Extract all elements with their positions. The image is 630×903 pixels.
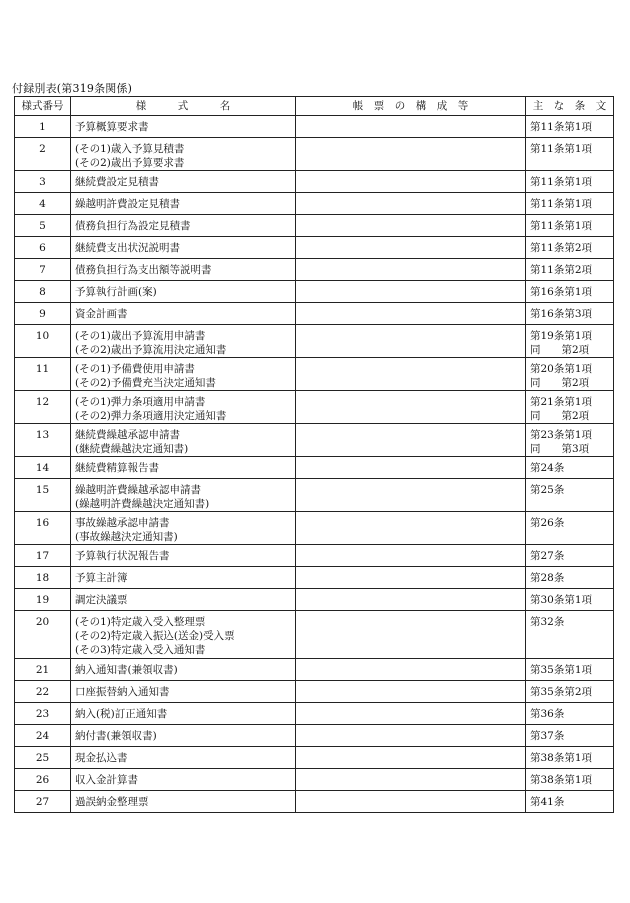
article-line: 第19条第1項 <box>530 330 593 342</box>
form-number-cell: 23 <box>15 703 71 725</box>
header-composition: 帳 票 の 構 成 等 <box>296 97 526 116</box>
article-cell <box>526 545 614 567</box>
table-row <box>15 611 614 659</box>
table-row <box>15 171 614 193</box>
table-row <box>15 791 614 813</box>
article-cell <box>526 237 614 259</box>
form-name-line: (その1)歳入予算見積書 <box>75 143 185 155</box>
form-name-line: 口座振替納入通知書 <box>75 686 170 698</box>
article-line: 第35条第2項 <box>530 686 593 698</box>
article-line: 第21条第1項 <box>530 396 593 408</box>
form-name-line: 継続費繰越承認申請書 <box>75 429 180 441</box>
article-cell <box>526 725 614 747</box>
table-row <box>15 681 614 703</box>
form-name-line: (その2)特定歳入振込(送金)受入票 <box>75 630 235 642</box>
article-cell <box>526 171 614 193</box>
form-name-line: (繰越明許費繰越決定通知書) <box>75 498 210 510</box>
form-name-cell <box>71 545 296 567</box>
form-name-line: 予算主計簿 <box>75 572 128 584</box>
table-row <box>15 358 614 391</box>
composition-cell <box>296 303 526 325</box>
page-caption: 付録別表(第319条関係) <box>12 82 133 95</box>
article-line: 第27条 <box>530 550 565 562</box>
article-cell <box>526 589 614 611</box>
article-cell <box>526 479 614 512</box>
composition-cell <box>296 358 526 391</box>
article-cell <box>526 567 614 589</box>
composition-cell <box>296 457 526 479</box>
article-line: 第35条第1項 <box>530 664 593 676</box>
table-row <box>15 116 614 138</box>
composition-cell <box>296 193 526 215</box>
form-name-cell <box>71 281 296 303</box>
form-name-line: 調定決議票 <box>75 594 128 606</box>
table-row <box>15 725 614 747</box>
form-name-line: 事故繰越承認申請書 <box>75 517 170 529</box>
form-name-cell <box>71 725 296 747</box>
form-name-cell <box>71 512 296 545</box>
article-cell <box>526 791 614 813</box>
form-name-line: 現金払込書 <box>75 752 128 764</box>
composition-cell <box>296 171 526 193</box>
form-number-cell: 13 <box>15 424 71 457</box>
article-line: 第25条 <box>530 484 565 496</box>
article-line: 同 第3項 <box>530 443 590 455</box>
composition-cell <box>296 681 526 703</box>
form-name-cell <box>71 215 296 237</box>
composition-cell <box>296 791 526 813</box>
form-number-cell: 5 <box>15 215 71 237</box>
composition-cell <box>296 281 526 303</box>
article-cell <box>526 681 614 703</box>
table-row <box>15 138 614 171</box>
composition-cell <box>296 769 526 791</box>
article-line: 第41条 <box>530 796 565 808</box>
article-cell <box>526 747 614 769</box>
table-row <box>15 747 614 769</box>
form-name-cell <box>71 681 296 703</box>
article-line: 第11条第1項 <box>530 176 593 188</box>
form-name-cell <box>71 747 296 769</box>
article-line: 第24条 <box>530 462 565 474</box>
article-line: 第28条 <box>530 572 565 584</box>
form-name-cell <box>71 457 296 479</box>
article-line: 第36条 <box>530 708 565 720</box>
form-name-line: (その1)歳出予算流用申請書 <box>75 330 206 342</box>
form-name-line: (その1)予備費使用申請書 <box>75 363 195 375</box>
form-name-line: 資金計画書 <box>75 308 128 320</box>
form-name-line: 継続費精算報告書 <box>75 462 159 474</box>
article-cell <box>526 424 614 457</box>
article-line: 第11条第2項 <box>530 242 593 254</box>
form-name-line: 繰越明許費繰越承認申請書 <box>75 484 201 496</box>
article-cell <box>526 281 614 303</box>
form-number-cell: 10 <box>15 325 71 358</box>
table-row <box>15 237 614 259</box>
form-name-line: 納付書(兼領収書) <box>75 730 157 742</box>
table-body <box>15 116 614 813</box>
form-name-line: (その2)歳出予算要求書 <box>75 157 185 169</box>
article-cell <box>526 703 614 725</box>
form-name-line: 予算概算要求書 <box>75 121 149 133</box>
article-cell <box>526 325 614 358</box>
header-articles: 主 な 条 文 <box>526 97 614 116</box>
form-name-line: 継続費支出状況説明書 <box>75 242 180 254</box>
table-row <box>15 545 614 567</box>
form-number-cell: 4 <box>15 193 71 215</box>
form-name-line: (その3)特定歳入受入通知書 <box>75 644 206 656</box>
table-row <box>15 281 614 303</box>
form-number-cell: 7 <box>15 259 71 281</box>
form-number-cell: 21 <box>15 659 71 681</box>
article-line: 同 第2項 <box>530 377 590 389</box>
form-name-line: 継続費設定見積書 <box>75 176 159 188</box>
form-name-line: 収入金計算書 <box>75 774 138 786</box>
composition-cell <box>296 237 526 259</box>
form-number-cell: 9 <box>15 303 71 325</box>
form-name-cell <box>71 769 296 791</box>
article-line: 第16条第3項 <box>530 308 593 320</box>
table-row <box>15 193 614 215</box>
form-name-line: (継続費繰越決定通知書) <box>75 443 189 455</box>
form-number-cell: 14 <box>15 457 71 479</box>
composition-cell <box>296 215 526 237</box>
article-cell <box>526 138 614 171</box>
form-name-cell <box>71 358 296 391</box>
article-cell <box>526 303 614 325</box>
form-number-cell: 11 <box>15 358 71 391</box>
article-line: 第16条第1項 <box>530 286 593 298</box>
form-name-cell <box>71 391 296 424</box>
form-name-cell <box>71 659 296 681</box>
composition-cell <box>296 479 526 512</box>
form-name-cell <box>71 237 296 259</box>
form-name-cell <box>71 303 296 325</box>
article-line: 第11条第1項 <box>530 143 593 155</box>
form-name-cell <box>71 611 296 659</box>
article-line: 第26条 <box>530 517 565 529</box>
article-cell <box>526 769 614 791</box>
composition-cell <box>296 116 526 138</box>
form-name-line: (その1)特定歳入受入整理票 <box>75 616 206 628</box>
form-number-cell: 19 <box>15 589 71 611</box>
article-line: 第11条第1項 <box>530 198 593 210</box>
article-line: 第38条第1項 <box>530 752 593 764</box>
form-number-cell: 8 <box>15 281 71 303</box>
composition-cell <box>296 512 526 545</box>
article-cell <box>526 259 614 281</box>
form-name-cell <box>71 259 296 281</box>
form-number-cell: 26 <box>15 769 71 791</box>
composition-cell <box>296 567 526 589</box>
article-line: 同 第2項 <box>530 344 590 356</box>
table-row <box>15 567 614 589</box>
table-row <box>15 215 614 237</box>
table-row <box>15 659 614 681</box>
form-name-line: (その2)予備費充当決定通知書 <box>75 377 216 389</box>
article-cell <box>526 116 614 138</box>
form-number-cell: 17 <box>15 545 71 567</box>
table-header-row <box>15 97 614 116</box>
form-number-cell: 27 <box>15 791 71 813</box>
table-row <box>15 512 614 545</box>
article-line: 第32条 <box>530 616 565 628</box>
form-name-cell <box>71 193 296 215</box>
article-line: 同 第2項 <box>530 410 590 422</box>
article-line: 第11条第1項 <box>530 220 593 232</box>
form-name-line: 債務負担行為設定見積書 <box>75 220 191 232</box>
article-cell <box>526 193 614 215</box>
form-number-cell: 15 <box>15 479 71 512</box>
article-cell <box>526 659 614 681</box>
article-cell <box>526 512 614 545</box>
form-name-line: 予算執行計画(案) <box>75 286 157 298</box>
form-name-line: (その1)弾力条項適用申請書 <box>75 396 206 408</box>
form-name-cell <box>71 479 296 512</box>
composition-cell <box>296 138 526 171</box>
composition-cell <box>296 424 526 457</box>
form-name-cell <box>71 791 296 813</box>
form-name-cell <box>71 138 296 171</box>
table-row <box>15 259 614 281</box>
form-name-line: (事故繰越決定通知書) <box>75 531 178 543</box>
form-name-cell <box>71 703 296 725</box>
form-name-line: (その2)弾力条項適用決定通知書 <box>75 410 227 422</box>
article-cell <box>526 391 614 424</box>
article-line: 第23条第1項 <box>530 429 593 441</box>
composition-cell <box>296 703 526 725</box>
form-list-table <box>14 96 614 813</box>
article-line: 第37条 <box>530 730 565 742</box>
table-row <box>15 424 614 457</box>
form-number-cell: 3 <box>15 171 71 193</box>
table-row <box>15 391 614 424</box>
table-row <box>15 703 614 725</box>
form-name-cell <box>71 424 296 457</box>
form-name-line: 過誤納金整理票 <box>75 796 149 808</box>
table-row <box>15 325 614 358</box>
form-number-cell: 22 <box>15 681 71 703</box>
composition-cell <box>296 325 526 358</box>
form-number-cell: 1 <box>15 116 71 138</box>
form-number-cell: 16 <box>15 512 71 545</box>
table-row <box>15 479 614 512</box>
article-line: 第30条第1項 <box>530 594 593 606</box>
table-row <box>15 457 614 479</box>
composition-cell <box>296 391 526 424</box>
form-number-cell: 2 <box>15 138 71 171</box>
article-line: 第20条第1項 <box>530 363 593 375</box>
article-line: 第11条第1項 <box>530 121 593 133</box>
form-name-line: 納入通知書(兼領収書) <box>75 664 178 676</box>
form-name-line: (その2)歳出予算流用決定通知書 <box>75 344 227 356</box>
table-row <box>15 589 614 611</box>
form-number-cell: 20 <box>15 611 71 659</box>
composition-cell <box>296 747 526 769</box>
article-cell <box>526 611 614 659</box>
form-name-cell <box>71 171 296 193</box>
form-number-cell: 12 <box>15 391 71 424</box>
article-cell <box>526 215 614 237</box>
composition-cell <box>296 545 526 567</box>
article-line: 第38条第1項 <box>530 774 593 786</box>
form-name-cell <box>71 116 296 138</box>
composition-cell <box>296 659 526 681</box>
composition-cell <box>296 589 526 611</box>
form-name-cell <box>71 589 296 611</box>
form-name-line: 繰越明許費設定見積書 <box>75 198 180 210</box>
table-row <box>15 303 614 325</box>
form-number-cell: 25 <box>15 747 71 769</box>
form-number-cell: 18 <box>15 567 71 589</box>
article-cell <box>526 358 614 391</box>
form-number-cell: 6 <box>15 237 71 259</box>
article-cell <box>526 457 614 479</box>
form-name-line: 納入(税)訂正通知書 <box>75 708 168 720</box>
composition-cell <box>296 259 526 281</box>
header-form-name: 様 式 名 <box>71 97 296 116</box>
form-name-cell <box>71 567 296 589</box>
table-row <box>15 769 614 791</box>
header-form-number: 様式番号 <box>15 97 71 116</box>
composition-cell <box>296 611 526 659</box>
form-name-cell <box>71 325 296 358</box>
form-name-line: 予算執行状況報告書 <box>75 550 170 562</box>
composition-cell <box>296 725 526 747</box>
article-line: 第11条第2項 <box>530 264 593 276</box>
form-number-cell: 24 <box>15 725 71 747</box>
form-name-line: 債務負担行為支出額等説明書 <box>75 264 212 276</box>
